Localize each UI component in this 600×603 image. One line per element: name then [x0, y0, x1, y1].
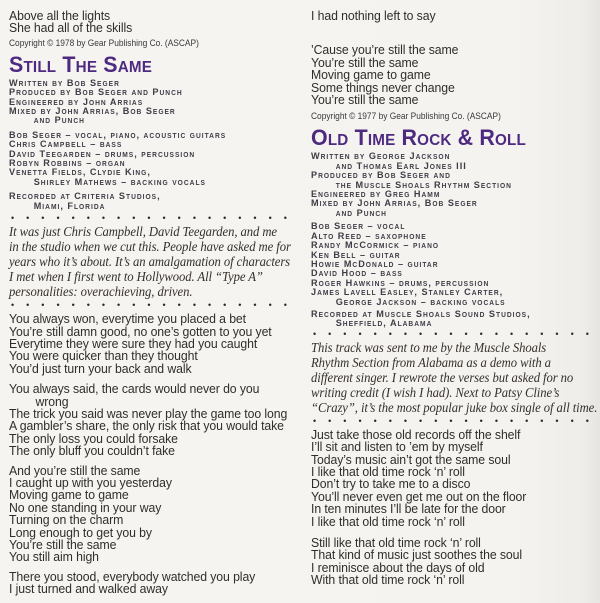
artist-note — [9, 224, 291, 300]
text-line: “Crazy”, it’s the most popular juke box single of all time. — [311, 399, 598, 415]
text-line: You always won, everytime you placed a bet — [9, 311, 246, 327]
text-line: Written by George Jackson — [311, 151, 451, 163]
text-line: The only loss you could forsake — [9, 430, 178, 446]
text-line: different singer. I rewrote the verses but asked for no — [311, 369, 574, 385]
text-line: Mixed by John Arrias, Bob Seger — [9, 106, 176, 118]
text-line: James Lavell Easley, Stanley Carter, — [311, 287, 504, 299]
text-line: I’ll sit and listen to ’em by myself — [311, 439, 483, 455]
text-line: You always said, the cards would never do you — [9, 381, 260, 397]
copyright-line-1978: Copyright © 1978 by Gear Publishing Co. (ASCAP) — [9, 37, 199, 48]
text-line: years who it’s about. It’s an amalgamation of characters — [9, 254, 291, 270]
text-line: Ken Bell – guitar — [311, 249, 401, 261]
musicians-block — [311, 222, 585, 307]
text-line: Written by Bob Seger — [9, 77, 120, 89]
text-line: Alto Reed – saxophone — [311, 230, 427, 242]
dotted-separator: • • • • • • • • • • • • • • • • • • • — [11, 300, 287, 311]
text-line: and Thomas Earl Jones III — [311, 160, 467, 172]
text-line: and Punch — [9, 115, 85, 127]
text-line: Engineered by Greg Hamm — [311, 189, 441, 201]
text-line: Long enough to get you by — [9, 524, 152, 540]
lyrics-verse — [9, 462, 281, 565]
text-line: Robyn Robbins – organ — [9, 158, 126, 170]
text-line: Venetta Fields, Clydie King, — [9, 167, 151, 179]
text-line: I reminisce about the days of old — [311, 559, 485, 575]
text-line: Shirley Mathews – backing vocals — [9, 176, 206, 188]
text-line: She had all of the skills — [9, 20, 133, 36]
text-line: Produced by Bob Seger and — [311, 170, 451, 182]
text-line: Randy McCormick – piano — [311, 240, 440, 252]
text-line: David Teegarden – drums, percussion — [9, 148, 196, 160]
text-line: I met when I first went to Hollywood. All “Type A” — [9, 269, 263, 285]
text-line: the Muscle Shoals Rhythm Section — [311, 179, 512, 191]
text-line: Moving game to game — [311, 67, 431, 83]
text-line: wrong — [9, 393, 69, 409]
text-line: You’re still the same — [311, 54, 419, 70]
text-line: Recorded at Criteria Studios, — [9, 191, 161, 203]
text-line: It was just Chris Campbell, David Teegarden, and me — [9, 224, 277, 240]
song-title-still-the-same: Still The Same — [9, 51, 153, 77]
text-line: Rhythm Section from Alabama as a demo with a — [311, 354, 551, 370]
text-line: Recorded at Muscle Shoals Sound Studios, — [311, 308, 531, 320]
dotted-separator: • • • • • • • • • • • • • • • • • • • — [313, 415, 589, 426]
text-line: Turning on the charm — [9, 512, 124, 528]
text-line: The only bluff you couldn’t fake — [9, 443, 175, 459]
text-line: Engineered by John Arrias — [9, 96, 144, 108]
artist-note — [311, 339, 598, 415]
text-line: I caught up with you yesterday — [9, 474, 172, 490]
dotted-separator: • • • • • • • • • • • • • • • • • • • — [11, 213, 287, 224]
text-line: George Jackson – backing vocals — [311, 296, 506, 308]
text-line: Bob Seger – vocal — [311, 221, 406, 233]
credits-block — [311, 152, 585, 218]
dotted-separator: • • • • • • • • • • • • • • • • • • • — [313, 328, 589, 339]
text-line: This track was sent to me by the Muscle Shoals — [311, 339, 547, 355]
text-line: and Punch — [311, 207, 387, 219]
text-line: in the studio when we cut this. People have asked me for — [9, 239, 291, 255]
lyrics-verse — [9, 381, 288, 459]
column-right — [311, 10, 599, 587]
text-line: You’re still the same — [9, 537, 117, 552]
text-line: You’re still damn good, no one’s gotten to you yet — [9, 323, 272, 339]
text-line: With that old time rock ‘n’ roll — [311, 572, 465, 588]
text-line: Today’s music ain’t got the same soul — [311, 451, 511, 467]
text-line: Chris Campbell – bass — [9, 139, 123, 151]
recorded-at-block — [311, 310, 585, 329]
text-line: You were quicker than they thought — [9, 348, 198, 364]
text-line: writing credit (I wish I had). Next to Patsy Cline’s — [311, 384, 560, 400]
text-line: There you stood, everybody watched you play — [9, 568, 256, 584]
text-line: I like that old time rock ‘n’ roll — [311, 513, 465, 529]
text-line: You’ll never even get me out on the floor — [311, 488, 527, 504]
recorded-at-block — [9, 192, 287, 211]
text-line: Still like that old time rock ‘n’ roll — [311, 535, 481, 550]
chorus-block — [311, 44, 579, 106]
text-line: You’re still the same — [311, 92, 419, 108]
text-line: Sheffield, Alabama — [311, 318, 433, 330]
column-left — [9, 10, 302, 596]
text-line: That kind of music just soothes the soul — [311, 547, 523, 563]
copyright-line-1977: Copyright © 1977 by Gear Publishing Co. (ASCAP) — [311, 111, 501, 122]
text-line: A gambler’s share, the only risk that you would take — [9, 418, 284, 434]
text-line: Everytime they were sure they had you caught — [9, 335, 258, 351]
text-line: The trick you said was never play the game too long — [9, 405, 288, 421]
text-line: Moving game to game — [9, 487, 129, 503]
text-line: Howie McDonald – guitar — [311, 258, 439, 270]
text-line: In ten minutes I’ll be late for the door — [311, 501, 506, 517]
text-line: I had nothing left to say — [311, 8, 436, 23]
lyrics-verse — [311, 537, 579, 587]
text-line: Just take those old records off the shelf — [311, 426, 521, 442]
credits-block — [9, 79, 287, 126]
musicians-block — [9, 131, 287, 187]
song-title-old-time-rock-and-roll: Old Time Rock & Roll — [311, 125, 527, 151]
text-line: You still aim high — [9, 549, 99, 565]
text-line: I like that old time rock ‘n’ roll — [311, 463, 465, 479]
text-line: Above all the lights — [9, 8, 111, 23]
text-line: ’Cause you’re still the same — [311, 42, 459, 58]
lyrics-verse — [9, 568, 281, 597]
continued-lyric-line — [311, 10, 579, 22]
text-line: And you’re still the same — [9, 462, 141, 478]
lyrics-verse — [311, 426, 579, 529]
text-line: David Hood – bass — [311, 268, 403, 280]
text-line: No one standing in your way — [9, 499, 162, 515]
text-line: Produced by Bob Seger and Punch — [9, 87, 183, 99]
text-line: Some things never change — [311, 79, 455, 95]
text-line: Don’t try to take me to a disco — [311, 476, 471, 492]
previous-song-closing-lyrics — [9, 10, 281, 35]
lyrics-verse — [9, 313, 281, 375]
text-line: personalities: overachieving, driven. — [9, 284, 193, 300]
text-line: Bob Seger – vocal, piano, acoustic guitars — [9, 129, 227, 141]
text-line: You’d just turn your back and walk — [9, 360, 192, 376]
text-line: I just turned and walked away — [9, 581, 168, 597]
text-line: Roger Hawkins – drums, percussion — [311, 277, 490, 289]
text-line: Miami, Florida — [9, 200, 106, 212]
text-line: Mixed by John Arrias, Bob Seger — [311, 198, 478, 210]
